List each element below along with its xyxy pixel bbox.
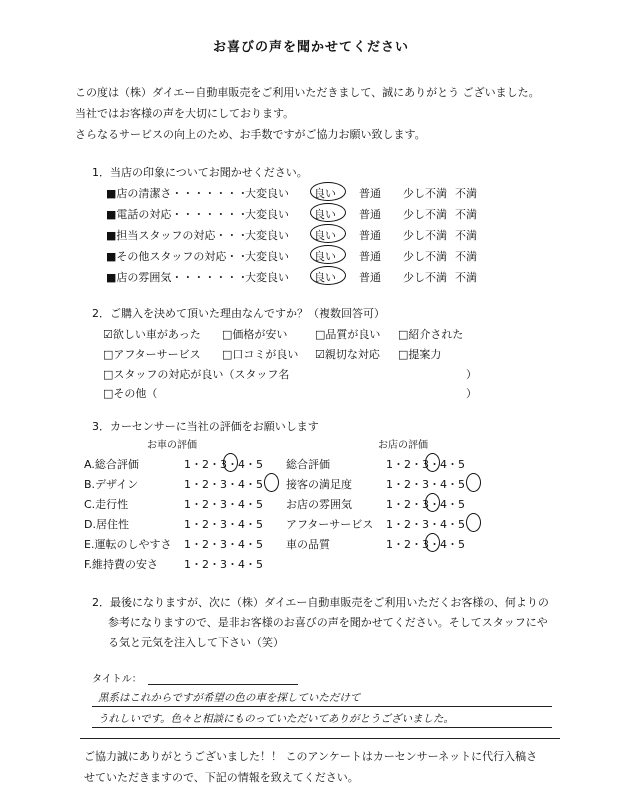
car-rating-label: A.総合評価 — [84, 458, 139, 471]
selection-circle — [466, 473, 481, 492]
q1-option[interactable]: 良い — [314, 229, 336, 242]
selection-circle — [425, 453, 440, 472]
closing-line-1: 2．最後になりますが、次に（株）ダイエー自動車販売をご利用いただくお客様の、何よりの — [92, 596, 549, 609]
q1-option[interactable]: 普通 — [359, 208, 381, 221]
q1-option[interactable]: 不満 — [455, 208, 477, 221]
shop-rating-label: 接客の満足度 — [286, 478, 352, 491]
q1-option[interactable]: 大変良い — [245, 208, 289, 221]
rating-scale[interactable]: 1・2・3・4・5 — [386, 498, 465, 511]
selection-circle — [310, 245, 346, 264]
intro-line-1: この度は（株）ダイエー自動車販売をご利用いただきまして、誠にありがとう ございました。 — [75, 86, 540, 99]
rating-scale[interactable]: 1・2・3・4・5 — [184, 478, 263, 491]
q2-option-wanted-car[interactable]: ☑欲しい車があった — [103, 328, 201, 341]
title-label: タイトル： — [92, 674, 142, 685]
rating-scale[interactable]: 1・2・3・4・5 — [184, 538, 263, 551]
selection-circle — [310, 224, 346, 243]
shop-rating-header: お店の評価 — [378, 440, 428, 451]
q2-option-price[interactable]: □価格が安い — [222, 328, 288, 341]
q2-option-reviews[interactable]: □口コミが良い — [222, 348, 299, 361]
q1-option[interactable]: 不満 — [455, 229, 477, 242]
q2-heading: 2．ご購入を決めて頂いた理由なんですか？（複数回答可） — [92, 307, 385, 320]
q1-row-label: ■担当スタッフの対応・・・ — [106, 229, 249, 242]
q1-option[interactable]: 不満 — [455, 187, 477, 200]
shop-rating-label: 総合評価 — [286, 458, 330, 471]
q1-option[interactable]: 普通 — [359, 250, 381, 263]
q2-option-after-service[interactable]: □アフターサービス — [103, 348, 201, 361]
q1-option[interactable]: 普通 — [359, 187, 381, 200]
rating-scale[interactable]: 1・2・3・4・5 — [386, 538, 465, 551]
selection-circle — [223, 453, 238, 472]
q1-option[interactable]: 良い — [314, 208, 336, 221]
q1-option[interactable]: 不満 — [455, 271, 477, 284]
q1-option[interactable]: 少し不満 — [403, 271, 447, 284]
q2-option-staff[interactable]: □スタッフの対応が良い（スタッフ名 — [103, 368, 290, 381]
car-rating-label: D.居住性 — [84, 518, 129, 531]
car-rating-header: お車の評価 — [147, 440, 197, 451]
rating-scale[interactable]: 1・2・3・4・5 — [386, 478, 465, 491]
q1-option[interactable]: 少し不満 — [403, 187, 447, 200]
car-rating-label: B.デザイン — [84, 478, 139, 491]
rating-scale[interactable]: 1・2・3・4・5 — [386, 458, 465, 471]
selection-circle — [466, 513, 481, 532]
comment-underline-1 — [92, 706, 552, 707]
selection-circle — [425, 493, 440, 512]
q1-heading: 1．当店の印象についてお聞かせください。 — [92, 166, 308, 179]
q1-option[interactable]: 少し不満 — [403, 208, 447, 221]
q1-option[interactable]: 大変良い — [245, 271, 289, 284]
q1-option[interactable]: 普通 — [359, 229, 381, 242]
rating-scale[interactable]: 1・2・3・4・5 — [184, 518, 263, 531]
shop-rating-label: 車の品質 — [286, 538, 330, 551]
q1-option[interactable]: 少し不満 — [403, 229, 447, 242]
closing-line-2: 参考になりますので、是非お客様のお喜びの声を聞かせてください。そしてスタッフにや — [108, 616, 548, 629]
car-rating-label: F.維持費の安さ — [84, 558, 159, 571]
q2-option-referral[interactable]: □紹介された — [398, 328, 464, 341]
selection-circle — [264, 473, 279, 492]
rating-scale[interactable]: 1・2・3・4・5 — [386, 518, 465, 531]
title-underline — [148, 684, 298, 685]
footer-line-1: ご協力誠にありがとうございました！！ このアンケートはカーセンサーネットに代行入稿さ — [84, 750, 538, 763]
q2-staff-close: ） — [466, 368, 477, 381]
rating-scale[interactable]: 1・2・3・4・5 — [184, 558, 263, 571]
selection-circle — [425, 533, 440, 552]
q1-option[interactable]: 良い — [314, 187, 336, 200]
handwritten-comment-line-2: うれしいです。色々と相談にものっていただいてありがとうございました。 — [98, 713, 455, 725]
selection-circle — [310, 203, 346, 222]
q2-option-other[interactable]: □その他（ — [103, 387, 158, 400]
q3-heading: 3．カーセンサーに当社の評価をお願いします — [92, 420, 319, 433]
section-divider — [80, 738, 560, 739]
q2-option-kind-service[interactable]: ☑親切な対応 — [315, 348, 380, 361]
q1-option[interactable]: 大変良い — [245, 187, 289, 200]
shop-rating-label: アフターサービス — [286, 518, 374, 531]
selection-circle — [310, 182, 346, 201]
shop-rating-label: お店の雰囲気 — [286, 498, 352, 511]
rating-scale[interactable]: 1・2・3・4・5 — [184, 458, 263, 471]
q2-option-quality[interactable]: □品質が良い — [315, 328, 381, 341]
q1-row-label: ■電話の対応・・・・・・・ — [106, 208, 249, 221]
q1-row-label: ■店の清潔さ・・・・・・・ — [106, 187, 249, 200]
closing-line-3: る気と元気を注入して下さい（笑） — [108, 636, 284, 649]
q1-option[interactable]: 良い — [314, 250, 336, 263]
q1-option[interactable]: 大変良い — [245, 229, 289, 242]
q1-row-label: ■店の雰囲気・・・・・・・ — [106, 271, 249, 284]
q1-option[interactable]: 普通 — [359, 271, 381, 284]
footer-line-2: せていただきますので、下記の情報を致えてください。 — [84, 771, 359, 784]
handwritten-comment-line-1: 黒系はこれからですが希望の色の車を探していただけて — [98, 692, 361, 704]
q1-option[interactable]: 良い — [314, 271, 336, 284]
q1-row-label: ■その他スタッフの対応・・ — [106, 250, 249, 263]
q1-option[interactable]: 不満 — [455, 250, 477, 263]
intro-line-2: 当社ではお客様の声を大切にしております。 — [75, 107, 295, 120]
q2-other-close: ） — [466, 387, 477, 400]
q2-option-proposal[interactable]: □提案力 — [398, 348, 442, 361]
comment-underline-2 — [92, 727, 552, 728]
car-rating-label: C.走行性 — [84, 498, 129, 511]
page-title: お喜びの声を聞かせてください — [213, 40, 410, 55]
car-rating-label: E.運転のしやすさ — [84, 538, 172, 551]
rating-scale[interactable]: 1・2・3・4・5 — [184, 498, 263, 511]
intro-line-3: さらなるサービスの向上のため、お手数ですがご協力お願い致します。 — [75, 128, 426, 141]
q1-option[interactable]: 大変良い — [245, 250, 289, 263]
q1-option[interactable]: 少し不満 — [403, 250, 447, 263]
selection-circle — [310, 266, 346, 285]
